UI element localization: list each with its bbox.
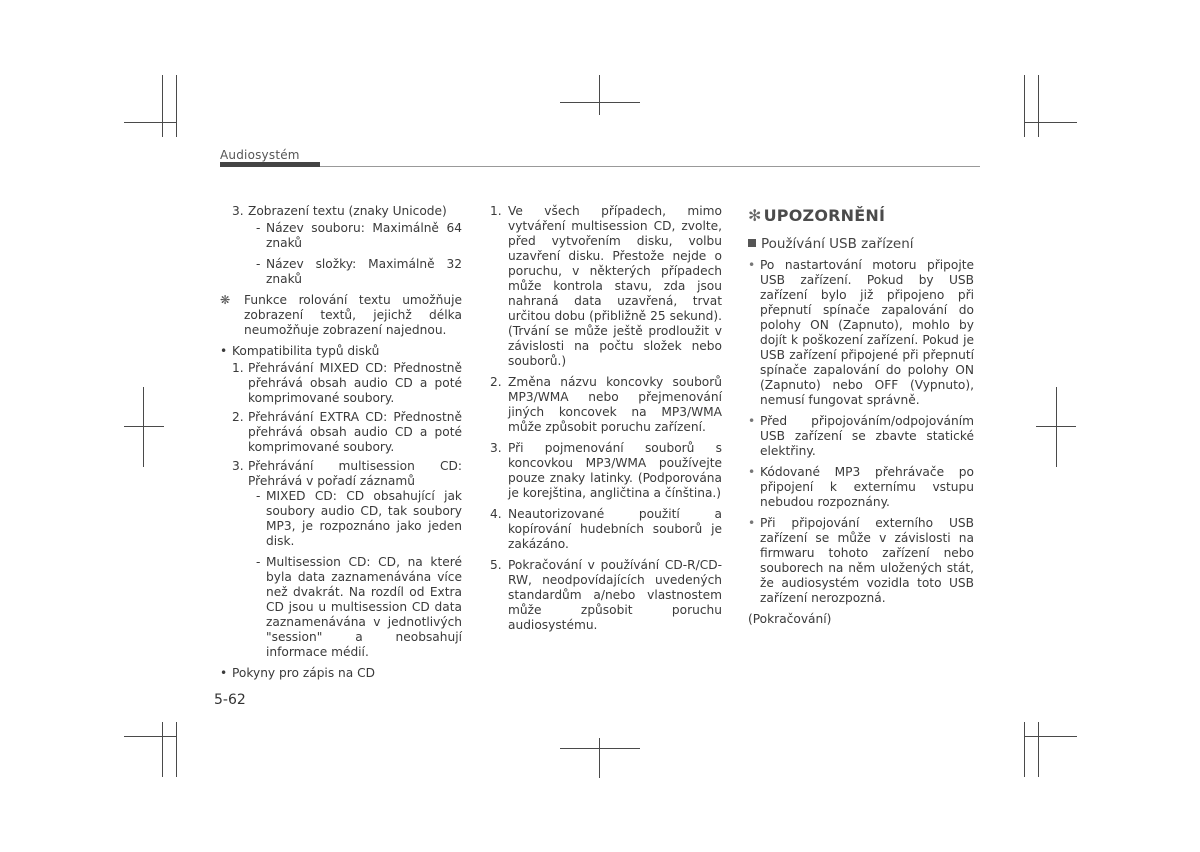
- crop-mark: [124, 122, 177, 123]
- crop-mark: [1038, 75, 1039, 137]
- registration-mark: [599, 738, 600, 778]
- column-3: [748, 204, 974, 627]
- crop-mark: [162, 722, 163, 777]
- column-2: [490, 204, 722, 639]
- bullet-item: • Kompatibilita typů disků: [220, 344, 380, 358]
- bullet-item: • Po nastartování motoru připojte USB zařízení. Pokud by USB zařízení bylo již připojeno při přepnutí spínače zapalování do polohy ON (Zapnuto), mohlo by dojít k poškození zařízení. Pokud je USB zařízení připojené při přepnutí spínače zapalování do polohy ON (Zapnuto) nebo OFF (Vypnuto), nemusí fungovat správně.: [748, 258, 974, 407]
- crop-mark: [1024, 122, 1077, 123]
- crop-mark: [162, 75, 163, 137]
- sub-list-item: - Název složky: Maximálně 32 znaků: [256, 257, 462, 286]
- registration-mark: [143, 387, 144, 467]
- square-bullet-icon: [748, 239, 756, 247]
- warning-heading: [748, 208, 974, 223]
- usb-subheading: Používání USB zařízení: [748, 237, 974, 252]
- section-title: Audiosystém: [220, 148, 300, 162]
- registration-mark: [124, 426, 164, 427]
- page-number: 5-62: [214, 692, 246, 708]
- registration-mark: [599, 75, 600, 115]
- bullet-item: • Kódované MP3 přehrávače po připojení k externímu vstupu nebudou rozpoznány.: [748, 465, 974, 509]
- bullet-item: • Před připojováním/odpojováním USB zařízení se zbavte statické elektřiny.: [748, 414, 974, 458]
- list-item: 1. Ve všech případech, mimo vytváření multisession CD, zvolte, před vytvořením disku, volbu uzavření disku. Přestože nejde o poruchu, v některých případech může kontrola stavu, zda jsou nahraná data uzavřená, trvat určitou dobu (přibližně 25 sekund). (Trvání se může ještě prodloužit v závislosti na počtu složek nebo souborů.): [490, 204, 722, 368]
- header-rule-thick: [220, 162, 320, 167]
- registration-mark: [1056, 387, 1057, 467]
- list-item: 3. Zobrazení textu (znaky Unicode): [232, 204, 447, 218]
- list-item: 5. Pokračování v používání CD-R/CD-RW, neodpovídajících uvedených standardům a/nebo vlastnostem může způsobit poruchu audiosystému.: [490, 558, 722, 632]
- header-rule-thin: [320, 166, 980, 167]
- continued-note: (Pokračování): [748, 612, 832, 626]
- bullet-item: • Při připojování externího USB zařízení se může v závislosti na firmwaru tohoto zařízení nebo souborech na něm uložených stát, že audiosystém vozidla toto USB zařízení nerozpozná.: [748, 516, 974, 605]
- list-item: 4. Neautorizované použití a kopírování hudebních souborů je zakázáno.: [490, 507, 722, 551]
- warning-icon: ✻: [748, 206, 762, 225]
- list-item: 2. Změna názvu koncovky souborů MP3/WMA nebo přejmenování jiných koncovek na MP3/WMA může způsobit poruchu zařízení.: [490, 375, 722, 434]
- list-item: 3. Při pojmenování souborů s koncovkou MP3/WMA používejte pouze znaky latinky. (Podporována je korejština, angličtina a čínština.): [490, 441, 722, 500]
- crop-mark: [176, 722, 177, 777]
- crop-mark: [1038, 722, 1039, 777]
- sub-list-item: - Multisession CD: CD, na které byla data zaznamenávána více než dvakrát. Na rozdíl od Extra CD jsou u multisession CD data zaznamenávána v jednotlivých "session" a neobsahují informace médií.: [256, 555, 462, 659]
- registration-mark: [560, 748, 640, 749]
- crop-mark: [176, 75, 177, 137]
- list-item: 3. Přehrávání multisession CD: Přehrává v pořadí záznamů: [232, 459, 462, 488]
- column-1: [220, 204, 462, 683]
- crop-mark: [1024, 722, 1025, 777]
- crop-mark: [124, 736, 177, 737]
- sub-list-item: - Název souboru: Maximálně 64 znaků: [256, 221, 462, 250]
- crop-mark: [1024, 736, 1077, 737]
- list-item: 2. Přehrávání EXTRA CD: Přednostně přehrává obsah audio CD a poté komprimované soubory.: [232, 410, 462, 454]
- registration-mark: [560, 102, 640, 103]
- warning-title: UPOZORNĚNÍ: [763, 206, 886, 225]
- registration-mark: [1036, 426, 1076, 427]
- list-item: 1. Přehrávání MIXED CD: Přednostně přehrává obsah audio CD a poté komprimované soubory.: [232, 361, 462, 405]
- sub-list-item: - MIXED CD: CD obsahující jak soubory audio CD, tak soubory MP3, je rozpoznáno jako jeden disk.: [256, 489, 462, 548]
- bullet-item: • Pokyny pro zápis na CD: [220, 666, 375, 680]
- note-icon: ❋: [220, 293, 231, 307]
- crop-mark: [1024, 75, 1025, 137]
- note-item: ❋ Funkce rolování textu umožňuje zobrazení textů, jejichž délka neumožňuje zobrazení najednou.: [220, 293, 462, 337]
